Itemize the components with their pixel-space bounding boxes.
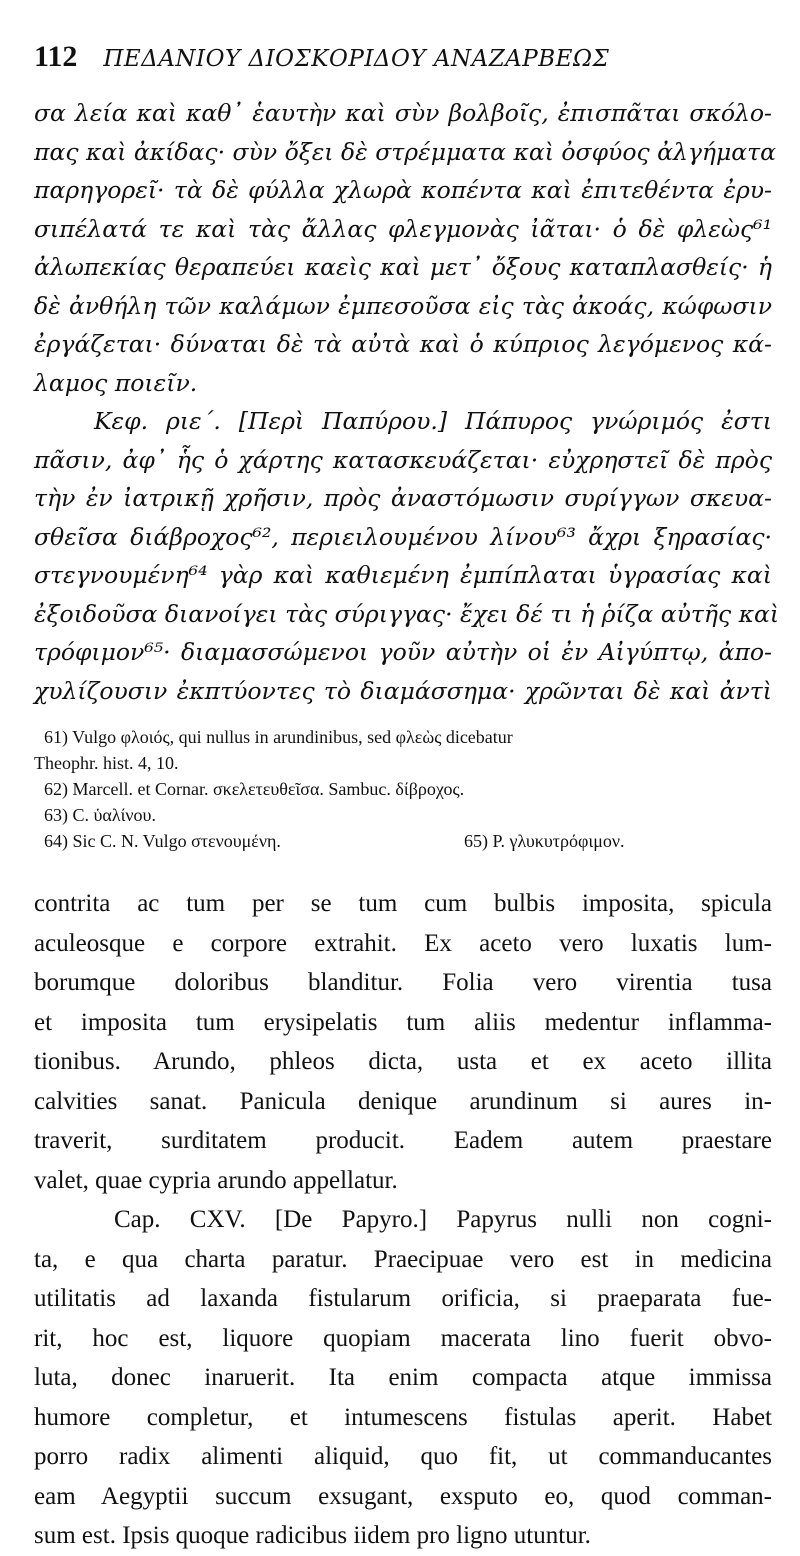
running-head: ΠΕΔΑΝΙΟΥ ΔΙΟΣΚΟΡΙΔΟΥ ΑΝΑΖΑΡΒΕΩΣ [103, 46, 610, 72]
greek-line: δὲ ἀνθήλη τῶν καλάμων ἐμπεσοῦσα εἰς τὰς ἀκοάς, κώφωσιν [34, 291, 772, 320]
greek-line: στεγνουμένη⁶⁴ γὰρ καὶ καθιεμένη ἐμπίπλαται ὑγρασίας καὶ [34, 561, 772, 589]
latin-line: utilitatis ad laxanda fistularum orificia, si praeparata fue- [34, 1285, 772, 1312]
latin-line: aculeosque e corpore extrahit. Ex aceto vero luxatis lum- [34, 929, 772, 957]
footnote-61-continuation: Theophr. hist. 4, 10. [34, 753, 179, 773]
latin-line: luta, donec inaruerit. Ita enim compacta atque immissa [34, 1364, 772, 1391]
latin-line: et imposita tum erysipelatis tum aliis medentur inflamma- [34, 1008, 772, 1036]
greek-chapter-heading-line: Κεφ. ριε´. [Περὶ Παπύρου.] Πάπυρος γνώριμός ἐστι [94, 407, 772, 435]
footnote-62: 62) Marcell. et Cornar. σκελετευθεῖσα. Sambuc. δίβροχος. [44, 779, 465, 799]
latin-line: sum est. Ipsis quoque radicibus iidem pro ligno utuntur. [34, 1522, 591, 1549]
latin-line: contrita ac tum per se tum cum bulbis imposita, spicula [34, 890, 772, 917]
greek-line: σα λεία καὶ καθ᾽ ἑαυτὴν καὶ σὺν βολβοῖς, ἐπισπᾶται σκόλο- [34, 99, 772, 127]
greek-line: λαμος ποιεῖν. [34, 368, 198, 397]
latin-line: calvities sanat. Panicula denique arundinum si aures in- [34, 1087, 772, 1115]
footnote-65: 65) P. γλυκυτρόφιμον. [464, 831, 625, 851]
footnote-row [34, 828, 772, 854]
latin-line: tionibus. Arundo, phleos dicta, usta et ex aceto illita [34, 1048, 772, 1075]
greek-line: τρόφιμον⁶⁵· διαμασσώμενοι γοῦν αὐτὴν οἱ ἐν Αἰγύπτῳ, ἀπο- [34, 638, 772, 666]
greek-line: ἐργάζεται· δύναται δὲ τὰ αὐτὰ καὶ ὁ κύπριος λεγόμενος κά- [34, 330, 772, 358]
latin-line: ta, e qua charta paratur. Praecipuae vero est in medicina [34, 1245, 772, 1273]
greek-line: ἐξοιδοῦσα διανοίγει τὰς σύριγγας· ἔχει δέ τι ἡ ῥίζα αὐτῆς καὶ [34, 599, 780, 628]
latin-line: traverit, surditatem producit. Eadem autem praestare [34, 1127, 772, 1154]
footnote-61: 61) Vulgo φλοιός, qui nullus in arundinibus, sed φλεὼς dicebatur [44, 727, 513, 747]
latin-line: rit, hoc est, liquore quopiam macerata lino fuerit obvo- [34, 1324, 772, 1352]
greek-line: σιπέλατά τε καὶ τὰς ἄλλας φλεγμονὰς ἰᾶται· ὁ δὲ φλεὼς⁶¹ [34, 214, 772, 243]
greek-line: τὴν ἐν ἰατρικῇ χρῆσιν, πρὸς ἀναστόμωσιν συρίγγων σκευα- [34, 484, 772, 512]
greek-line: πᾶσιν, ἀφ᾽ ἧς ὁ χάρτης κατασκευάζεται· εὐχρηστεῖ δὲ πρὸς [34, 445, 772, 474]
footnote-63: 63) C. ὑαλίνου. [44, 805, 156, 825]
latin-text-block [34, 884, 772, 1556]
footnotes [34, 724, 772, 854]
greek-line: χυλίζουσιν ἐκπτύοντες τὸ διαμάσσημα· χρῶνται δὲ καὶ ἀντὶ [34, 676, 772, 705]
latin-line: humore completur, et intumescens fistulas aperit. Habet [34, 1403, 772, 1431]
greek-line: σθεῖσα διάβροχος⁶², περιειλουμένου λίνου⁶³ ἄχρι ξηρασίας· [34, 522, 772, 551]
latin-line: porro radix alimenti aliquid, quo fit, ut commanducantes [34, 1443, 772, 1470]
latin-chapter-heading-line: Cap. CXV. [De Papyro.] Papyrus nulli non cogni- [114, 1206, 772, 1233]
page-header [34, 40, 772, 74]
latin-line: valet, quae cypria arundo appellatur. [34, 1166, 398, 1194]
greek-line: ἀλωπεκίας θεραπεύει καεὶς καὶ μετ᾽ ὄξους καταπλασθείς· ἡ [34, 253, 772, 281]
greek-line: πας καὶ ἀκίδας· σὺν ὄξει δὲ στρέμματα καὶ ὀσφύος ἀλγήματα [34, 137, 777, 166]
greek-line: παρηγορεῖ· τὰ δὲ φύλλα χλωρὰ κοπέντα καὶ ἐπιτεθέντα ἐρυ- [34, 176, 772, 204]
latin-line: eam Aegyptii succum exsugant, exsputo eo, quod comman- [34, 1482, 772, 1510]
page-number: 112 [34, 40, 78, 73]
footnote-64: 64) Sic C. N. Vulgo στενουμένη. [44, 831, 281, 851]
latin-line: borumque doloribus blanditur. Folia vero virentia tusa [34, 969, 772, 996]
greek-text-block [34, 94, 780, 710]
